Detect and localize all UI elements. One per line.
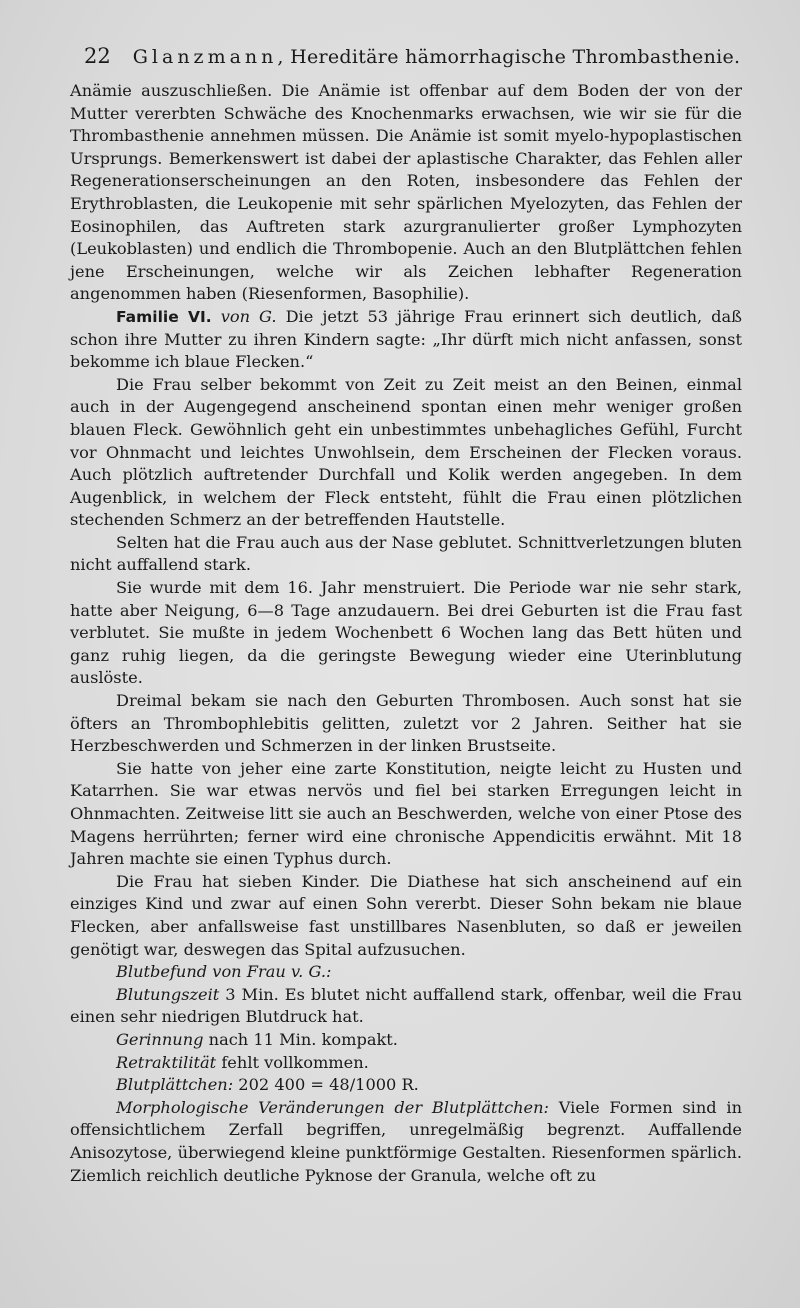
section-heading: Familie VI.	[116, 307, 212, 326]
finding-label: Retraktilität	[116, 1052, 217, 1072]
paragraph: Dreimal bekam sie nach den Geburten Thrombosen. Auch sonst hat sie öfters an Thrombophlebitis gelitten, zuletzt vor 2 Jahren. Seither hat sie Herzbeschwerden und Schmerzen in der linken Brustseite.	[70, 691, 742, 756]
finding-coagulation	[70, 1029, 742, 1052]
article-title: , Hereditäre hämorrhagische Thrombasthenie.	[277, 46, 741, 68]
paragraph: Sie wurde mit dem 16. Jahr menstruiert. Die Periode war nie sehr stark, hatte aber Neigung, 6—8 Tage anzudauern. Bei drei Geburten ist die Frau fast verblutet. Sie mußte in jedem Wochenbett 6 Wochen lang das Bett hüten und ganz ruhig liegen, da die geringste Bewegung wieder eine Uterinblutung auslöste.	[70, 578, 742, 688]
paragraph: Die Frau selber bekommt von Zeit zu Zeit meist an den Beinen, einmal auch in der Augengegend anscheinend spontan einen mehr weniger großen blauen Fleck. Gewöhnlich geht ein unbestimmtes unbehagliches Gefühl, Furcht vor Ohnmacht und leichtes Unwohlsein, dem Erscheinen der Flecken voraus. Auch plötzlich auftretender Durchfall und Kolik werden angegeben. In dem Augenblick, in welchem der Fleck entsteht, fühlt die Frau einen plötzlichen stechenden Schmerz an der betreffenden Hautstelle.	[70, 374, 742, 530]
running-title	[133, 46, 741, 68]
finding-morphology	[70, 1097, 742, 1187]
finding-label: Morphologische Veränderungen der Blutplättchen:	[116, 1097, 550, 1117]
page-number: 22	[84, 44, 111, 68]
paragraph: Selten hat die Frau auch aus der Nase geblutet. Schnittverletzungen bluten nicht auffallend stark.	[70, 532, 742, 575]
paragraph-text: Die jetzt 53 jährige Frau erinnert sich deutlich, daß schon ihre Mutter zu ihren Kindern sagte: „Ihr dürft mich nicht anfassen, sonst bekomme ich blaue Flecken.“	[70, 306, 742, 372]
paragraph: Sie hatte von jeher eine zarte Konstitution, neigte leicht zu Husten und Katarrhen. Sie war etwas nervös und fiel bei starken Erregungen leicht in Ohnmachten. Zeitweise litt sie auch an Beschwerden, welche von einer Ptose des Magens herrührten; ferner wird eine chronische Appendicitis erwähnt. Mit 18 Jahren machte sie einen Typhus durch.	[70, 758, 742, 869]
finding-platelets	[70, 1074, 742, 1097]
paragraph: Anämie auszuschließen. Die Anämie ist offenbar auf dem Boden der von der Mutter vererbten Schwäche des Knochenmarks erwachsen, wie wir sie für die Thrombasthenie annehmen müssen. Die Anämie ist somit myelo-hypoplastischen Ursprungs. Bemerkenswert ist dabei der aplastische Charakter, das Fehlen aller Regenerationserscheinungen an den Roten, insbesondere das Fehlen der Erythroblasten, die Leukopenie mit sehr spärlichen Myelozyten, das Fehlen der Eosinophilen, das Auftreten stark azurgranulierter großer Lymphozyten (Leukoblasten) und endlich die Thrombopenie. Auch an den Blutplättchen fehlen jene Erscheinungen, welche wir als Zeichen lebhafter Regeneration angenommen haben (Riesenformen, Basophilie).	[70, 81, 742, 304]
finding-label: Gerinnung	[116, 1029, 204, 1049]
family-name: von G.	[220, 306, 277, 326]
author-name: Glanzmann	[132, 46, 278, 68]
paragraph-family-heading	[70, 306, 742, 374]
finding-text: 3 Min. Es blutet nicht auffallend stark, offenbar, weil die Frau einen sehr niedrigen Blutdruck hat.	[70, 984, 742, 1027]
finding-retractility	[70, 1052, 742, 1075]
finding-label: Blutungszeit	[116, 984, 220, 1004]
finding-text: nach 11 Min. kompakt.	[203, 1029, 398, 1049]
finding-text: 202 400 = 48/1000 R.	[233, 1075, 419, 1095]
finding-bleeding-time	[70, 984, 742, 1029]
running-header	[84, 44, 742, 68]
finding-text: Viele Formen sind in offensichtlichem Zerfall begriffen, unregelmäßig begrenzt. Auffallende Anisozytose, überwiegend kleine punktförmige Gestalten. Riesenformen spärlich. Ziemlich reichlich deutliche Pyknose der Granula, welche oft zu	[70, 1097, 742, 1185]
body-text	[70, 80, 742, 1187]
finding-label: Blutplättchen:	[116, 1075, 234, 1095]
finding-text: fehlt vollkommen.	[216, 1052, 369, 1072]
paragraph: Die Frau hat sieben Kinder. Die Diathese hat sich anscheinend auf ein einziges Kind und zwar auf einen Sohn vererbt. Dieser Sohn bekam nie blaue Flecken, aber anfallsweise fast unstillbares Nasenbluten, so daß er jeweilen genötigt war, deswegen das Spital aufzusuchen.	[70, 871, 742, 959]
blood-findings-heading: Blutbefund von Frau v. G.:	[116, 962, 332, 982]
